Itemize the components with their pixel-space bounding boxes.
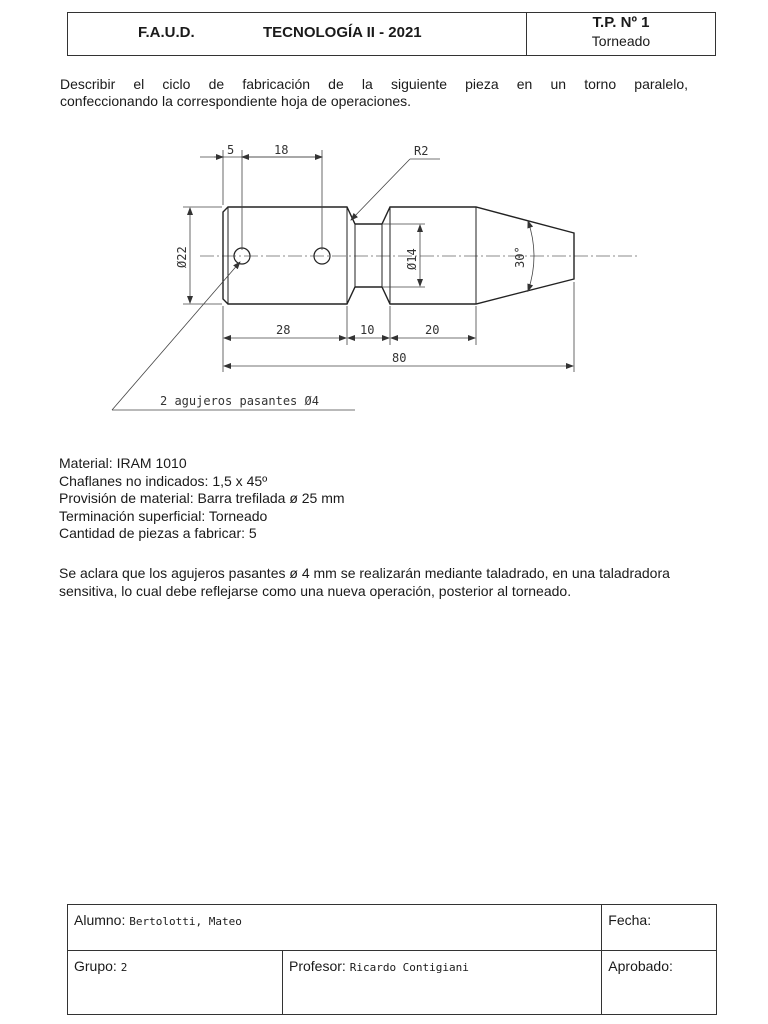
radius-label: R2 [414,144,429,158]
spec-provision: Provisión de material: Barra trefilada ø 25 mm [59,490,345,506]
intro-line-2: confeccionando la correspondiente hoja de operaciones. [60,93,412,109]
holes-note: 2 agujeros pasantes Ø4 [160,394,319,408]
technical-drawing [0,0,768,440]
aprobado-cell [602,951,717,1015]
alumno-label: Alumno: [74,912,126,928]
dim-5-label: 5 [227,143,235,157]
dim-80-label: 80 [392,351,407,365]
dim-10-label: 10 [360,323,375,337]
note-paragraph: Se aclara que los agujeros pasantes ø 4 mm se realizarán mediante taladrado, en una taladradora sensitiva, lo cual debe reflejarse como una nueva operación, posterior al torneado. [59,565,670,599]
aprobado-label: Aprobado: [608,958,673,974]
fecha-label: Fecha: [608,912,652,928]
profesor-label: Profesor: [289,958,346,974]
radius-leader [351,159,410,220]
dim-18-label: 18 [274,143,289,157]
alumno-value: Bertolotti, Mateo [129,915,242,928]
spec-chaflanes: Chaflanes no indicados: 1,5 x 45º [59,472,268,489]
tp-number: T.P. Nº 1 [592,14,650,31]
alumno-cell [68,905,602,951]
course-title: TECNOLOGÍA II - 2021 [263,24,422,41]
dim-20-label: 20 [425,323,440,337]
dim-28-label: 28 [276,323,291,337]
holes-leader [112,262,240,410]
footer-table [67,904,717,1015]
dia-14-label: Ø14 [405,248,419,270]
fecha-cell [602,905,717,951]
profesor-cell [283,951,602,1015]
dia-22-label: Ø22 [175,246,189,268]
grupo-cell [68,951,283,1015]
spec-material: Material: IRAM 1010 [59,455,187,471]
grupo-label: Grupo: [74,958,117,974]
specs-list [59,455,345,543]
angle-label: 30° [513,246,527,268]
tp-topic: Torneado [591,33,651,49]
spec-terminacion: Terminación superficial: Torneado [59,507,268,524]
spec-cantidad: Cantidad de piezas a fabricar: 5 [59,525,257,541]
intro-line-1: Describir el ciclo de fabricación de la siguiente pieza en un torno paralelo, [60,76,688,92]
grupo-value: 2 [120,961,128,974]
profesor-value: Ricardo Contigiani [349,961,469,974]
institution: F.A.U.D. [138,24,195,41]
